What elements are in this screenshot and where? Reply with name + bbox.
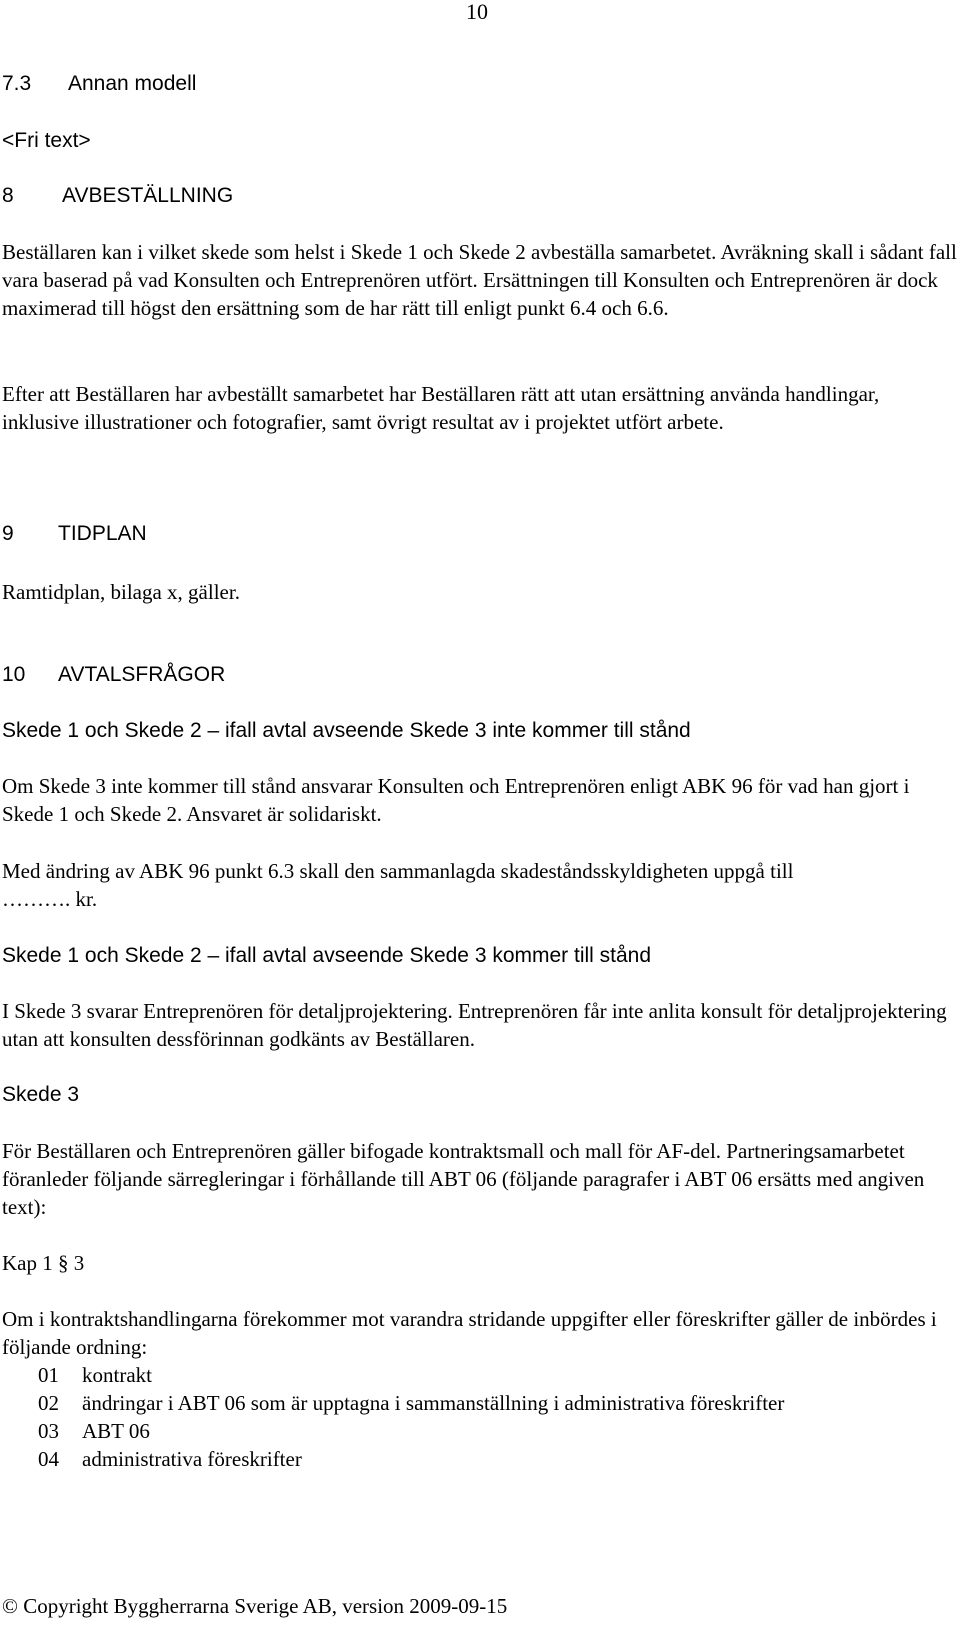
paragraph: För Beställaren och Entreprenören gäller bifogade kontraktsmall och mall för AF-del. Partneringsamarbetet föranleder följande särregleringar i förhållande till ABT 06 (följande paragrafer i ABT 06 ersätts med angiven text): [2, 1139, 925, 1219]
section-title: AVBESTÄLLNING [62, 184, 234, 207]
list-item-text: ändringar i ABT 06 som är upptagna i sammanställning i administrativa föreskrifter [82, 1391, 785, 1415]
chapter-reference: Kap 1 § 3 [2, 1251, 85, 1275]
list-item [38, 1417, 150, 1445]
list-item-code: 01 [38, 1363, 59, 1387]
paragraph: I Skede 3 svarar Entreprenören för detaljprojektering. Entreprenören får inte anlita konsult för detaljprojektering utan att konsulten dessförinnan godkänts av Beställaren. [2, 999, 947, 1051]
list-item-text: kontrakt [82, 1363, 152, 1387]
section-number: 8 [2, 184, 14, 207]
list-item [38, 1445, 302, 1473]
section-title: Annan modell [68, 72, 197, 95]
page-number: 10 [466, 0, 488, 24]
copyright-footer: © Copyright Byggherrarna Sverige AB, version 2009-09-15 [2, 1594, 508, 1618]
section-heading-8 [2, 182, 233, 210]
section-number: 10 [2, 663, 26, 686]
paragraph-line: Med ändring av ABK 96 punkt 6.3 skall den sammanlagda skadeståndsskyldigheten uppgå till [2, 859, 794, 883]
paragraph: Ramtidplan, bilaga x, gäller. [2, 580, 240, 604]
list-item-code: 04 [38, 1447, 59, 1471]
subheading: Skede 1 och Skede 2 – ifall avtal avseende Skede 3 kommer till stånd [2, 944, 652, 967]
paragraph: Om i kontraktshandlingarna förekommer mot varandra stridande uppgifter eller föreskrifter gäller de inbördes i följande ordning: [2, 1307, 937, 1359]
section-heading-7-3 [2, 70, 196, 98]
section-heading-10 [2, 661, 225, 689]
list-item [38, 1389, 784, 1417]
section-number: 7.3 [2, 72, 32, 95]
paragraph-line: ………. kr. [2, 887, 98, 911]
list-item-code: 03 [38, 1419, 59, 1443]
subheading: Skede 1 och Skede 2 – ifall avtal avseende Skede 3 inte kommer till stånd [2, 719, 691, 742]
list-item-text: ABT 06 [82, 1419, 150, 1443]
section-number: 9 [2, 522, 14, 545]
subheading: Skede 3 [2, 1083, 80, 1106]
free-text-placeholder: <Fri text> [2, 129, 91, 152]
section-title: TIDPLAN [58, 522, 147, 545]
list-item-text: administrativa föreskrifter [82, 1447, 302, 1471]
paragraph: Om Skede 3 inte kommer till stånd ansvarar Konsulten och Entreprenören enligt ABK 96 för vad han gjort i Skede 1 och Skede 2. Ansvaret är solidariskt. [2, 774, 910, 826]
paragraph: Beställaren kan i vilket skede som helst i Skede 1 och Skede 2 avbeställa samarbetet. Avräkning skall i sådant fall vara baserad på vad Konsulten och Entreprenören utfört. Ersättningen till Konsulten och Entreprenören är dock maximerad till högst den ersättning som de har rätt till enligt punkt 6.4 och 6.6. [2, 240, 957, 320]
list-item [38, 1361, 152, 1389]
section-title: AVTALSFRÅGOR [58, 663, 226, 686]
list-item-code: 02 [38, 1391, 59, 1415]
section-heading-9 [2, 520, 147, 548]
paragraph: Efter att Beställaren har avbeställt samarbetet har Beställaren rätt att utan ersättning använda handlingar, inklusive illustrationer och fotografier, samt övrigt resultat av i projektet utfört arbete. [2, 382, 880, 434]
